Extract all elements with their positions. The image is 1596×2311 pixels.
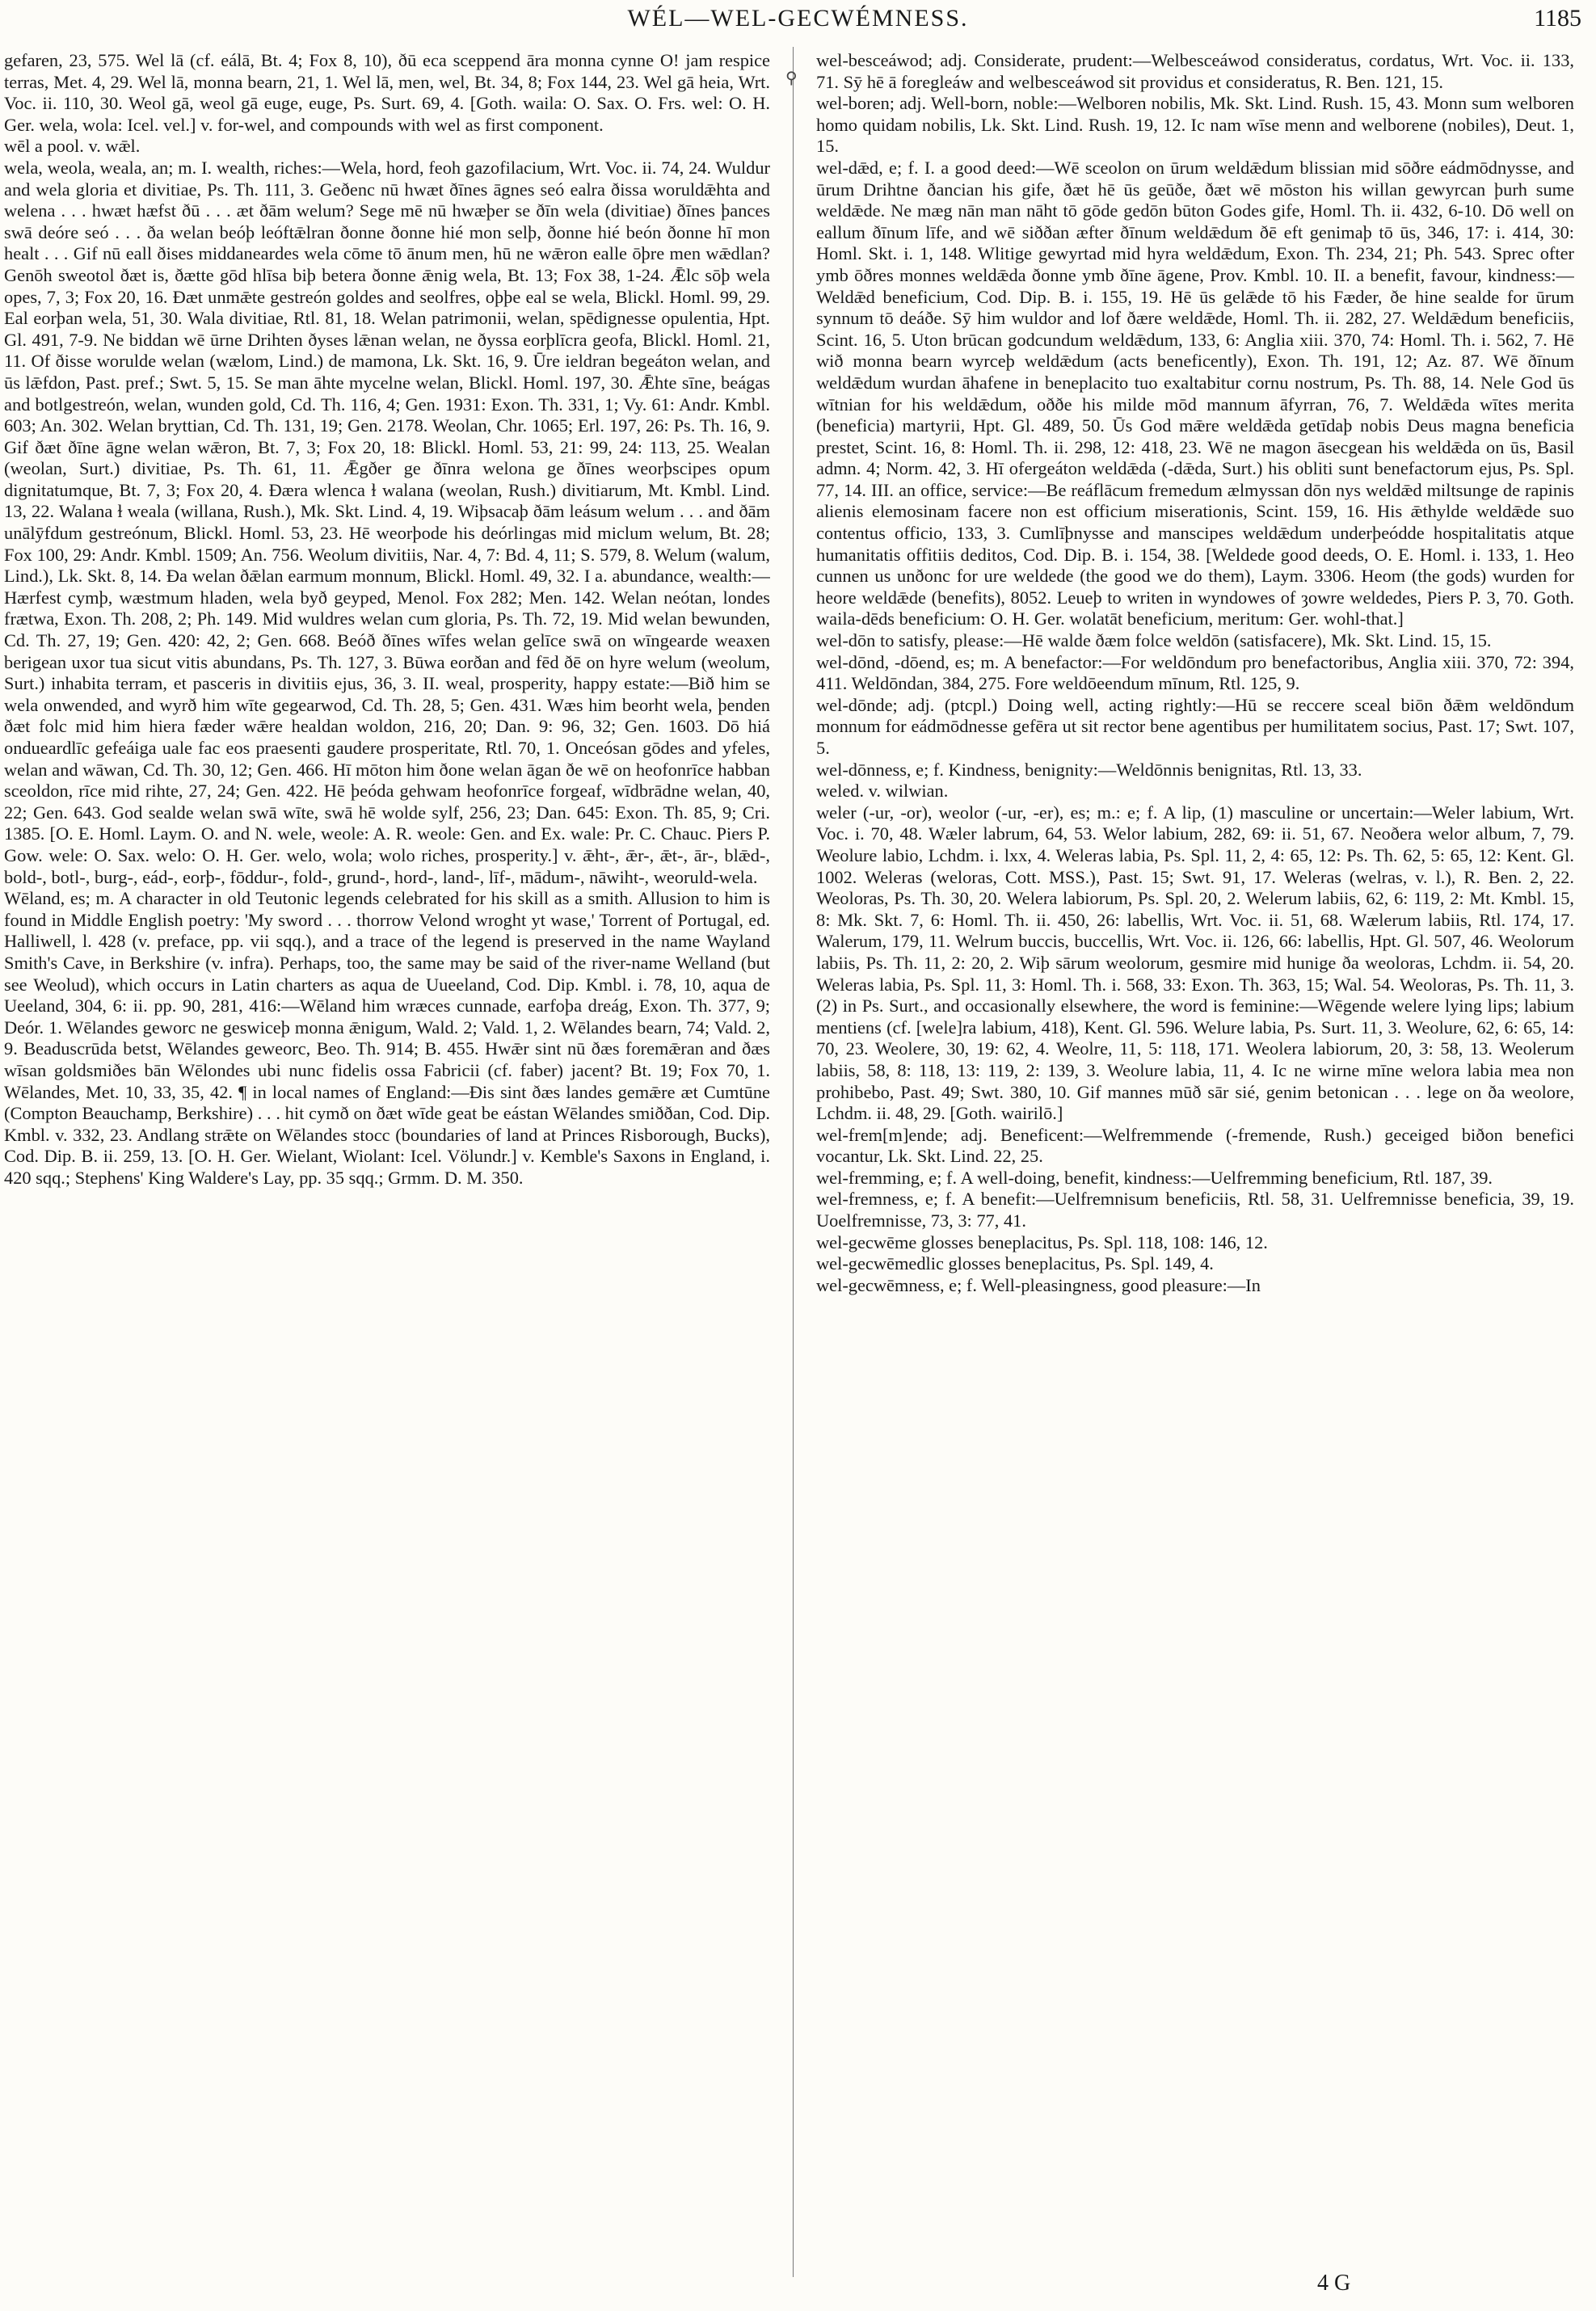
left-column [4,50,770,2264]
entry: wel-fremness, e; f. A benefit:—Uelfremnisum beneficiis, Rtl. 58, 31. Uelfremnisse beneficia, 39, 19. Uoelfremnisse, 73, 3: 77, 41. [816,1189,1574,1231]
entry: wel-dōnness, e; f. Kindness, benignity:—Weldōnnis benignitas, Rtl. 13, 33. [816,759,1362,780]
entry: wel-frem[m]ende; adj. Beneficent:—Welfremmende (-fremende, Rush.) geceiged biðon benefici vocantur, Lk. Skt. Lind. 22, 25. [816,1124,1574,1167]
entry: weled. v. wilwian. [816,781,949,802]
right-column [816,50,1574,2264]
entry: wel-gecwēmedlic glosses beneplacitus, Ps. Spl. 149, 4. [816,1253,1214,1274]
running-title: WÉL—WEL-GECWÉMNESS. [627,5,969,32]
page-header [0,0,1596,48]
entry: wēl a pool. v. wǣl. [4,136,141,157]
entry: wel-fremming, e; f. A well-doing, benefit, kindness:—Uelfremming beneficium, Rtl. 187, 39. [816,1167,1493,1188]
page-number: 1185 [1534,5,1581,32]
signature-mark: 4 G [1317,2271,1351,2296]
entry: wel-gecwēme glosses beneplacitus, Ps. Spl. 118, 108: 146, 12. [816,1231,1268,1252]
column-rule [793,47,794,2277]
entry: wel-gecwēmness, e; f. Well-pleasingness, good pleasure:—In [816,1274,1261,1295]
entry: gefaren, 23, 575. Wel lā (cf. eálā, Bt. 4; Fox 8, 10), ðū eca sceppend āra monna cynne O! jam respice terras, Met. 4, 29. Wel lā, monna bearn, 21, 1. Wel lā, men, wel, Bt. 34, 8; Fox 144, 23. Wel gā heia, Wrt. Voc. ii. 110, 30. Weol gā, weol gā euge, euge, Ps. Surt. 69, 4. [Goth. waila: O. Sax. O. Frs. wel: O. H. Ger. wela, wola: Icel. vel.] v. for-wel, and compounds with wel as first component. [4,50,770,135]
entry: wel-boren; adj. Well-born, noble:—Welboren nobilis, Mk. Skt. Lind. Rush. 15, 43. Monn sum welboren homo quidam nobilis, Lk. Skt. Lind. Rush. 19, 12. Ic nam wīse menn and welborene (nobiles), Deut. 1, 15. [816,93,1574,157]
entry: wela, weola, weala, an; m. I. wealth, riches:—Wela, hord, feoh gazofilacium, Wrt. Voc. ii. 74, 24. Wuldur and wela gloria et divitiae, Ps. Th. 111, 3. Geðenc nū hwæt ðīnes āgnes seó ealra ðissa woruldǣhta and welena . . . hwæt hæfst ðū . . . æt ðām welum? Sege mē nū hwæþer se ðīn wela (divitiae) ðīnes þances swā deóre seó . . . ða welan beóþ leóftǣlran ðonne ðonne hié mon selþ, ðonne hié beón ðonne hī mon healt . . . Gif nū eall ðises middaneardes wela cōme tō ānum men, hū ne wǣron ealle ōþre men wǣdlan? Genōh sweotol ðæt is, ðætte gōd hlīsa biþ betera ðonne ǣnig wela, Bt. 13; Fox 38, 1-24. Ǣlc sōþ wela opes, 7, 3; Fox 20, 16. Ðæt unmǣte gestreón goldes and seolfres, oþþe eal se wela, Blickl. Homl. 99, 29. Eal eorþan wela, 51, 30. Wala divitiae, Rtl. 81, 18. Welan patrimonii, welan, spēdignesse opulentia, Hpt. Gl. 491, 7-9. Ne biddan wē ūrne Drihten ðyses lǣnan welan, ne ðyssa eorþlīcra geofa, Blickl. Homl. 21, 11. Of ðisse worulde welan (wælom, Lind.) de mamona, Lk. Skt. 16, 9. Ūre ieldran begeáton welan, and ūs lǣfdon, Past. pref.; Swt. 5, 15. Se man āhte mycelne welan, Blickl. Homl. 197, 30. Ǣhte sīne, beágas and botlgestreón, welan, wunden gold, Cd. Th. 116, 4; Gen. 1931: Exon. Th. 331, 1; Vy. 61: Andr. Kmbl. 603; An. 302. Welan bryttian, Cd. Th. 131, 19; Gen. 2178. Weolan, Chr. 1065; Erl. 197, 26: Ps. Th. 16, 9. Gif ðæt ðīne āgne welan wǣron, Bt. 7, 3; Fox 20, 18: Blickl. Homl. 53, 21: 99, 24: 113, 25. Wealan (weolan, Surt.) divitiae, Ps. Th. 61, 11. Ǣgðer ge ðīnra welona ge ðīnes weorþscipes opum dignitatumque, Bt. 7, 3; Fox 20, 4. Ðæra wlenca ɫ walana (weolan, Rush.) divitiarum, Mt. Kmbl. Lind. 13, 22. Walana ɫ weala (willana, Rush.), Mk. Skt. Lind. 4, 19. Wiþsacaþ ðām leásum welum . . . and ðām unālȳfdum gestreónum, Blickl. Homl. 53, 23. Hē weorþode his deórlingas mid miclum welum, Bt. 28; Fox 100, 29: Andr. Kmbl. 1509; An. 756. Weolum divitiis, Nar. 4, 7: Bd. 4, 11; S. 579, 8. Welum (walum, Lind.), Lk. Skt. 8, 14. Ða welan ðǣlan earmum monnum, Blickl. Homl. 49, 32. I a. abundance, wealth:—Hærfest cymþ, wæstmum hladen, wela byð geyped, Menol. Fox 282; Men. 142. Welan neótan, londes frætwa, Exon. Th. 208, 2; Ph. 149. Mid wuldres welan cum gloria, Ps. Th. 72, 19. Mid welan bewunden, Cd. Th. 27, 19; Gen. 420: 42, 2; Gen. 668. Beóð ðīnes wīfes welan gelīce swā on wīngearde weaxen berigean uxor tua sicut vitis abundans, Ps. Th. 127, 3. Būwa eorðan and fēd ðē on hyre welum (weolum, Surt.) inhabita terram, et pasceris in divitiis ejus, 36, 3. II. weal, prosperity, happy estate:—Bið him se wela onwended, and wyrð him wīte gegearwod, Cd. Th. 28, 5; Gen. 431. Wæs him beorht wela, þenden ðæt folc mid him hiera fæder wǣre healdan woldon, 216, 20; Dan. 9: 96, 32; Gen. 1603. Dō hiá ondueardlīc gefeáiga uale fac eos praesenti gaudere prosperitate, Rtl. 70, 1. Onceósan gōdes and yfeles, welan and wāwan, Cd. Th. 30, 12; Gen. 466. Hī mōton him ðone welan āgan ðe wē on heofonrīce habban sceoldon, rīce mid rihte, 27, 24; Gen. 422. Hē þeóda gehwam heofonrīce forgeaf, wīdbrādne welan, 40, 22; Gen. 643. God sealde welan swā wīte, swā hē wolde sylf, 256, 23; Dan. 645: Exon. Th. 85, 9; Cri. 1385. [O. E. Homl. Laym. O. and N. wele, weole: A. R. weole: Gen. and Ex. wale: Pr. C. Chauc. Piers P. Gow. wele: O. Sax. welo: O. H. Ger. welo, wola; wolo riches, prosperity.] v. ǣht-, ǣr-, ǣt-, ār-, blǣd-, bold-, botl-, burg-, eád-, eorþ-, fōddur-, fold-, grund-, hord-, land-, līf-, mādum-, nāwiht-, weoruld-wela. [4,157,770,887]
entry: Wēland, es; m. A character in old Teutonic legends celebrated for his skill as a smith. Allusion to him is found in Middle English poetry: 'My sword . . . thorrow Velond wroght yt wase,' Torrent of Portugal, ed. Halliwell, l. 428 (v. preface, pp. vii sqq.), and a trace of the legend is preserved in the name Wayland Smith's Cave, in Berkshire (v. infra). Perhaps, too, the same may be said of the river-name Welland (but see Weolud), which occurs in Latin charters as aqua de Uueeland, Cod. Dip. Kmbl. i. 78, 10, aqua de Ueeland, 304, 6: ii. pp. 90, 281, 416:—Wēland him wræces cunnade, earfoþa dreág, Exon. Th. 377, 9; Deór. 1. Wēlandes geworc ne geswiceþ monna ǣnigum, Wald. 2; Vald. 1, 2. Wēlandes bearn, 74; Vald. 2, 9. Beaduscrūda betst, Wēlandes geweorc, Beo. Th. 914; B. 455. Hwǣr sint nū ðæs foremǣran and ðæs wīsan goldsmiðes bān Wēlondes ubi nunc fidelis ossa Fabricii (cf. faber) jacent? Bt. 19; Fox 70, 1. Wēlandes, Met. 10, 33, 35, 42. ¶ in local names of England:—Ðis sint ðæs landes gemǣre æt Cumtūne (Compton Beauchamp, Berkshire) . . . hit cymð on ðæt wīde geat be eástan Wēlandes smiððan, Cod. Dip. Kmbl. v. 332, 23. Andlang strǣte on Wēlandes stocc (boundaries of land at Princes Risborough, Bucks), Cod. Dip. B. ii. 259, 13. [O. H. Ger. Wielant, Wiolant: Icel. Völundr.] v. Kemble's Saxons in England, i. 420 sqq.; Stephens' King Waldere's Lay, pp. 35 sqq.; Grmm. D. M. 350. [4,888,770,1188]
margin-mark: ⚲ [785,69,798,87]
entry: wel-dōn to satisfy, please:—Hē walde ðæm folce weldōn (satisfacere), Mk. Skt. Lind. 15, 15. [816,630,1492,651]
entry: wel-besceáwod; adj. Considerate, prudent:—Welbesceáwod consideratus, cordatus, Wrt. Voc. ii. 133, 71. Sȳ hē ā foregleáw and welbesceáwod sit providus et consideratus, R. Ben. 121, 15. [816,50,1574,92]
entry: wel-dōnde; adj. (ptcpl.) Doing well, acting rightly:—Hū se reccere sceal biōn ðǣm weldōndum monnum for eádmōdnesse gefēra ut sit rector bene agentibus per humilitatem socius, Past. 17; Swt. 107, 5. [816,694,1574,758]
entry: wel-dǣd, e; f. I. a good deed:—Wē sceolon on ūrum weldǣdum blissian mid sōðre eádmōdnysse, and ūrum Drihtne ðancian his gife, ðæt hē ūs geūðe, ðæt wē mōston his willan gewyrcan þurh sume weldǣde. Ne mæg nān man nāht tō gōde gedōn būton Godes gife, Homl. Th. ii. 432, 6-10. Dō well on eallum ðīnum līfe, and wē siððan æfter ðīnum weldǣdum ðē eft genimaþ tō ūs, 346, 17: i. 414, 30: Homl. Skt. i. 1, 148. Wlitige gewyrtad mid hyra weldǣdum, Exon. Th. 234, 21; Ph. 543. Sprec ofter ymb ōðres monnes weldǣda ðonne ymb ðīne āgene, Prov. Kmbl. 10. II. a benefit, favour, kindness:—Weldǣd beneficium, Cod. Dip. B. i. 155, 19. Hē ūs gelǣde tō his Fæder, ðe hine sealde for ūrum synnum tō deáðe. Sȳ him wuldor and lof ðære weldǣde, Homl. Th. ii. 282, 27. Weldǣdum beneficiis, Scint. 16, 5. Uton brūcan godcundum weldǣdum, 133, 6: Anglia xiii. 370, 74: Homl. Th. i. 562, 7. Hē wið monna bearn wyrceþ weldǣdum (acts beneficently), Exon. Th. 191, 12; Az. 87. Wē ðīnum weldǣdum wurdan āhafene in beneplacito tuo exaltabitur cornu nostrum, Ps. Th. 88, 14. Nele God ūs wītnian for his weldǣdum, oððe his milde mōd mannum āfyrran, 76, 7. Weldǣda wītes merita (beneficia) martyrii, Hpt. Gl. 489, 50. Ūs God mǣre weldǣda getīdaþ nobis Deus magna beneficia prestet, Scint. 16, 8: Homl. Th. ii. 298, 12: 418, 23. Wē ne magon āsecgean his weldǣda on ūs, Basil admn. 4; Norm. 42, 3. Hī ofergeáton weldǣda (-dǣda, Surt.) his obliti sunt benefactorum ejus, Ps. Spl. 77, 14. III. an office, service:—Be reáflācum fremedum ælmyssan dōn nys weldǣd miltsunge de rapinis alienis elemosinam facere non est officium miserationis, Scint. 159, 16. His ǣthylde weldǣde suo contentus officio, 133, 3. Cumlīþnysse and manscipes weldǣdum underþeóddе hospitalitatis atque humanitatis offitiis deditos, Cod. Dip. B. i. 154, 38. [Weldede good deeds, O. E. Homl. i. 133, 1. Heo cunnen us unðonc for ure weldede (the good we do them), Laym. 3306. Heom (the gods) wurden for heore weldǣde (benefits), 8052. Leueþ to writen in wyndowes of ȝowre weldedes, Piers P. 3, 70. Goth. waila-dēds beneficium: O. H. Ger. wolatāt beneficium, meritum: Ger. wohl-that.] [816,157,1574,629]
entry: weler (-ur, -or), weolor (-ur, -er), es; m.: e; f. A lip, (1) masculine or uncertain:—Weler labium, Wrt. Voc. i. 70, 48. Wæler labrum, 64, 53. Welor labium, 282, 69: ii. 51, 67. Neoðera welor album, 7, 79. Weolure labio, Lchdm. i. lxx, 4. Weleras labia, Ps. Spl. 11, 2, 4: 65, 12: Ps. Th. 62, 5: 65, 12: Kent. Gl. 1002. Weleras (weloras, Cott. MSS.), Past. 15; Swt. 91, 17. Weleras (welras, v. l.), R. Ben. 2, 22. Weoloras, Ps. Th. 30, 20. Welera labiorum, Ps. Spl. 20, 2. Welerum labiis, 62, 6: 119, 2: Mt. Kmbl. 15, 8: Mk. Skt. 7, 6: Homl. Th. ii. 450, 26: labellis, Wrt. Voc. ii. 51, 68. Wælerum labiis, Rtl. 174, 17. Walerum, 179, 11. Welrum buccis, buccellis, Wrt. Voc. ii. 126, 66: labellis, Hpt. Gl. 507, 46. Weolorum labiis, Ps. Th. 11, 2: 20, 2. Wiþ sārum weolorum, gesmire mid hunige ða weoloras, Lchdm. ii. 54, 20. Weleras labia, Ps. Spl. 11, 3: Homl. Th. i. 568, 33: Exon. Th. 363, 15; Wal. 54. Weoloras, Ps. Th. 11, 3. (2) in Ps. Surt., and occasionally elsewhere, the word is feminine:—Wēgende welere lying lips; labium mentiens (cf. [wele]ra labium, 418), Kent. Gl. 596. Welure labia, Ps. Surt. 11, 3. Weolure, 62, 6: 65, 14: 70, 23. Weolere, 30, 19: 62, 4. Weolre, 11, 5: 118, 171. Weolera labiorum, 20, 3: 58, 13. Weolerum labiis, 58, 8: 118, 13: 119, 2: 139, 3. Weolure labia, 11, 4. Ic ne wirne mīne welora labia mea non prohibebo, Past. 49; Swt. 380, 10. Gif mannes mūð sār sié, genim betonican . . . lege on ða weolore, Lchdm. ii. 48, 29. [Goth. wairilō.] [816,802,1574,1124]
entry: wel-dōnd, -dōend, es; m. A benefactor:—For weldōndum pro benefactoribus, Anglia xiii. 370, 72: 394, 411. Weldōndan, 384, 275. Fore weldōeendum mīnum, Rtl. 125, 9. [816,651,1574,694]
